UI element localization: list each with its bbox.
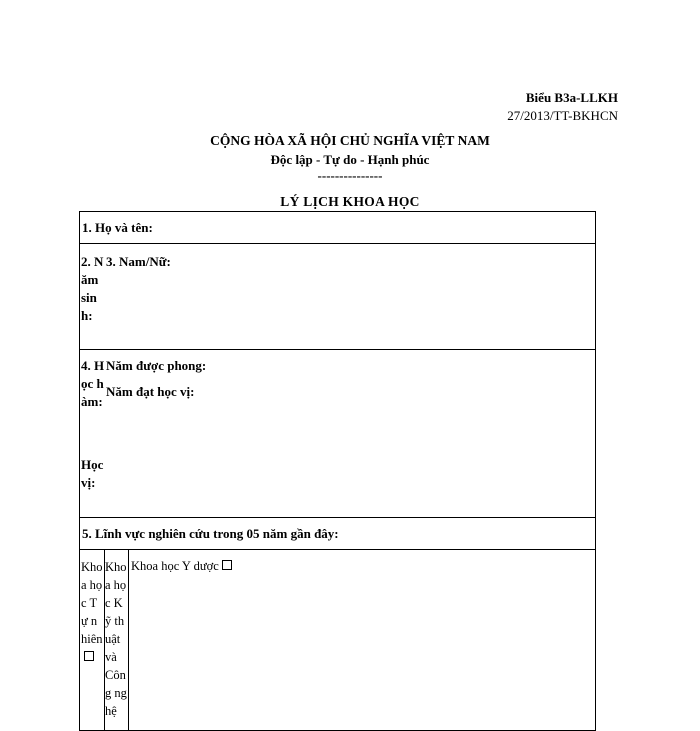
row-divider [80,517,595,518]
row-divider [80,243,595,244]
divider: --------------- [317,168,383,183]
degree-label: Học vị: [81,457,104,490]
field-option-label: Khoa học Tự nhiên [81,560,103,646]
degree-year-label: Năm đạt học vị: [106,384,195,399]
gender-label: 3. Nam/Nữ: [106,254,171,269]
nation-heading: CỘNG HÒA XÃ HỘI CHỦ NGHĨA VIỆT NAM [210,133,490,148]
research-field-label: 5. Lĩnh vực nghiên cứu trong 05 năm gần đây: [82,526,339,541]
field-option-natural-sciences[interactable] [81,558,103,666]
field-option-label: Khoa học Kỹ thuật và Công nghệ [105,560,127,718]
row-divider [80,349,595,350]
birth-year-label: 2. Năm sinh: [81,254,104,323]
academic-rank-label: 4. Học hàm: [81,358,105,409]
form-code: Biểu B3a-LLKH [525,90,618,105]
circular-number: 27/2013/TT-BKHCN [507,108,618,123]
checkbox-icon[interactable] [84,651,94,661]
document-title: LÝ LỊCH KHOA HỌC [280,194,420,209]
field-option-label: Khoa học Y dược [131,559,219,573]
field-option-medical-pharmaceutical[interactable] [131,558,232,576]
column-divider [128,549,129,730]
rank-year-label: Năm được phong: [106,358,207,373]
field-option-engineering-technology[interactable] [105,558,127,720]
checkbox-icon[interactable] [222,560,232,570]
motto: Độc lập - Tự do - Hạnh phúc [270,152,430,167]
row-divider [80,549,595,550]
name-label: 1. Họ và tên: [82,220,153,235]
profile-form-table [79,211,596,731]
